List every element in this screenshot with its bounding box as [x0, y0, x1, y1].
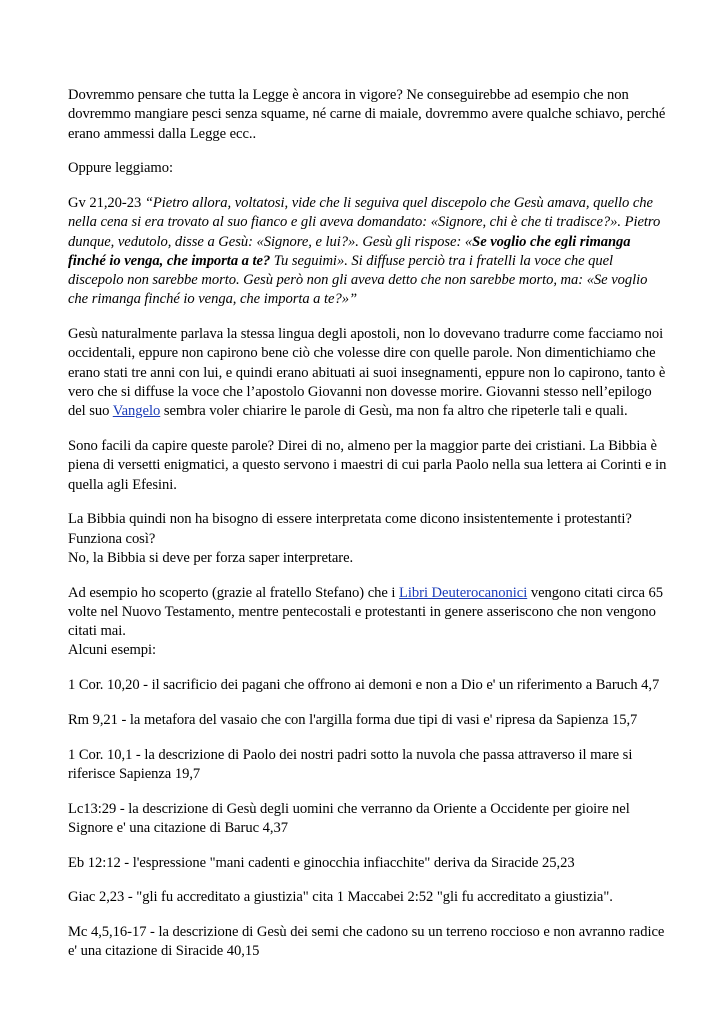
example-item: Giac 2,23 - "gli fu accreditato a giustizia" cita 1 Maccabei 2:52 "gli fu accreditato a giustizia".	[68, 889, 613, 906]
interpretation-line-2: Funziona così?	[68, 530, 156, 547]
vangelo-link[interactable]: Vangelo	[112, 403, 161, 420]
libri-deuterocanonici-link[interactable]: Libri Deuterocanonici	[399, 584, 528, 601]
paragraph-apostles	[68, 325, 670, 421]
example-item: 1 Cor. 10,20 - il sacrificio dei pagani che offrono ai demoni e non a Dio e' un riferimento a Baruch 4,7	[68, 677, 660, 694]
quote-text-start: “Pietro allora, voltatosi, vide che li seguiva quel discepolo che Gesù amava, quello che nella cena si era trovato al suo fianco e gli aveva domandato: «Signore, chi è che ti tradisce?». Pietro dunque, vedutolo, disse a Gesù: «Signore, e lui?». Gesù gli rispose: «	[68, 194, 661, 250]
example-item: Lc13:29 - la descrizione di Gesù degli uomini che verranno da Oriente a Occidente per gioire nel Signore e' una citazione di Baruc 4,37	[68, 800, 630, 836]
paragraph-gospel-quote	[68, 194, 670, 310]
example-item: Mc 4,5,16-17 - la descrizione di Gesù dei semi che cadono su un terreno roccioso e non avranno radice e' una citazione di Siracide 40,15	[68, 923, 665, 960]
example-item: Rm 9,21 - la metafora del vasaio che con l'argilla forma due tipi di vasi e' ripresa da Sapienza 15,7	[68, 711, 638, 728]
example-item: Eb 12:12 - l'espressione "mani cadenti e ginocchia infiacchite" deriva da Siracide 25,23	[68, 854, 575, 871]
quote-text-bold: Se voglio che egli rimanga finché io venga, che importa a te?	[68, 233, 631, 269]
paragraph-law: Dovremmo pensare che tutta la Legge è ancora in vigore? Ne conseguirebbe ad esempio che non dovremmo mangiare pesci senza squame, né carne di maiale, dovremmo avere qualche schiavo, perché erano ammessi dalla Legge ecc..	[68, 87, 666, 142]
quote-text-end: Tu seguimi». Si diffuse perciò tra i fratelli la voce che quel discepolo non sarebbe morto. Gesù però non gli aveva detto che non sarebbe morto, ma: «Se voglio che rimanga finché io venga, che importa a te?»”	[68, 252, 648, 308]
paragraph-deuterocanonical	[68, 584, 670, 661]
paragraph-intro-reading: Oppure leggiamo:	[68, 160, 173, 177]
apostles-text-end: sembra voler chiarire le parole di Gesù, ma non fa altro che ripeterle tali e quali.	[160, 403, 628, 420]
paragraph-enigmatic: Sono facili da capire queste parole? Direi di no, almeno per la maggior parte dei cristiani. La Bibbia è piena di versetti enigmatici, a questo servono i maestri di cui parla Paolo nella sua lettera ai Corinti e in quella agli Efesini.	[68, 438, 667, 493]
paragraph-interpretation	[68, 510, 670, 568]
deutero-text-end: vengono citati circa 65 volte nel Nuovo Testamento, mentre pentecostali e protestanti in genere asseriscono che non vengono citati mai.	[68, 584, 664, 640]
examples-heading: Alcuni esempi:	[68, 642, 157, 659]
interpretation-line-1: La Bibbia quindi non ha bisogno di essere interpretata come dicono insistentemente i protestanti?	[68, 511, 632, 528]
deutero-text-start: Ad esempio ho scoperto (grazie al fratello Stefano) che i	[68, 584, 400, 601]
quote-reference: Gv 21,20-23	[68, 194, 145, 211]
apostles-text-start: Gesù naturalmente parlava la stessa lingua degli apostoli, non lo dovevano tradurre come facciamo noi occidentali, eppure non capirono bene ciò che volesse dire con quelle parole. Non dimentichiamo che erano stati tre anni con lui, e quindi erano abituati ai suoi insegnamenti, eppure non lo capirono, tanto è vero che si diffuse la voce che l’apostolo Giovanni non dovesse morire. Giovanni stesso nell’epilogo del suo	[68, 326, 666, 420]
example-item: 1 Cor. 10,1 - la descrizione di Paolo dei nostri padri sotto la nuvola che passa attraverso il mare si riferisce Sapienza 19,7	[68, 746, 633, 782]
interpretation-line-3: No, la Bibbia si deve per forza saper interpretare.	[68, 549, 354, 566]
